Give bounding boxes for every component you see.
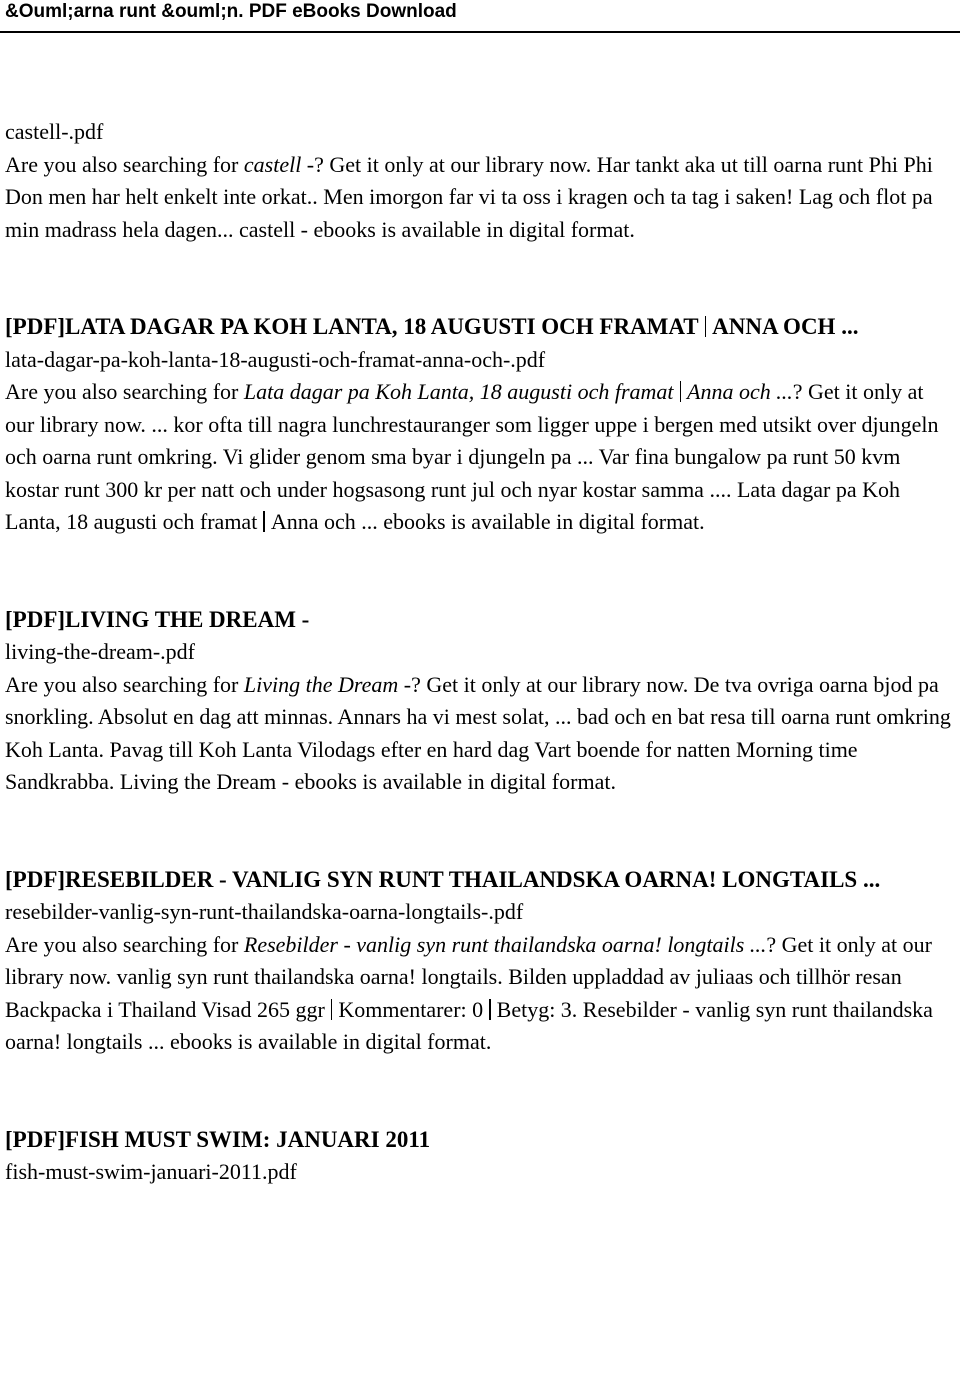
result-description <box>5 929 957 1059</box>
description-lead: Are you also searching for <box>5 151 244 177</box>
title-part: [PDF]LATA DAGAR PA KOH LANTA, 18 AUGUSTI OCH FRAMAT <box>5 314 699 339</box>
page-title: &Ouml;arna runt &ouml;n. PDF eBooks Download <box>5 1 457 22</box>
description-body: ? Get it only at our library now. De tva ovriga oarna bjod pa snorkling. Absolut en dag att minnas. Annars ha vi mest solat, ... bad och en bat resa till oarna runt omkring Koh Lanta. Pavag till Koh Lanta Vilodags efter en hard dag Vart boende for natten Morning time Sandkrabba. Living the Dream - ebooks is available in digital format. <box>5 671 951 794</box>
result-description <box>5 669 957 799</box>
results-list <box>5 116 957 1189</box>
page-header <box>0 0 960 24</box>
separator-bar <box>263 511 265 532</box>
description-body: Kommentarer: 0 <box>338 996 484 1022</box>
result-title-link[interactable] <box>5 311 957 344</box>
search-term: castell - <box>243 151 315 177</box>
result-entry-resebilder <box>5 864 957 1059</box>
description-body: ? Get it only at our library now. ... kor ofta till nagra lunchrestauranger som ligger uppe i bergen med utsikt over djungeln och oarna runt omkring. Vi glider genom sma byar i djungeln pa ... Var fina bungalow pa runt 50 kvm kostar runt 300 kr per natt och under hogsasong runt jul och nyar kostar samma .... Lata dagar pa Koh Lanta, 18 augusti och framat <box>5 379 939 534</box>
search-term: Living the Dream - <box>243 671 412 697</box>
result-filename[interactable]: living-the-dream-.pdf <box>5 639 195 664</box>
title-part: ANNA OCH ... <box>712 314 859 339</box>
description-lead: Are you also searching for <box>5 671 244 697</box>
result-description <box>5 376 957 539</box>
result-description <box>5 149 957 247</box>
separator-bar <box>680 381 682 402</box>
search-term: Resebilder - vanlig syn runt thailandska oarna! longtails ... <box>243 931 767 957</box>
result-title-link[interactable]: [PDF]LIVING THE DREAM - <box>5 606 310 632</box>
search-term-part: Lata dagar pa Koh Lanta, 18 augusti och framat <box>243 379 674 404</box>
result-title-link[interactable]: [PDF]RESEBILDER - VANLIG SYN RUNT THAILANDSKA OARNA! LONGTAILS ... <box>5 866 881 892</box>
description-body: ? Get it only at our library now. vanlig syn runt thailandska oarna! longtails. Bilden uppladdad av juliaas och tillhör resan Backpacka i Thailand Visad 265 ggr <box>5 931 932 1022</box>
description-lead: Are you also searching for <box>5 931 244 957</box>
result-filename[interactable]: lata-dagar-pa-koh-lanta-18-augusti-och-framat-anna-och-.pdf <box>5 346 546 372</box>
separator-bar <box>331 999 333 1020</box>
header-divider <box>0 31 960 33</box>
separator-bar <box>489 999 491 1020</box>
result-filename[interactable]: fish-must-swim-januari-2011.pdf <box>5 1159 297 1184</box>
result-title-link[interactable]: [PDF]FISH MUST SWIM: JANUARI 2011 <box>5 1126 431 1152</box>
description-body: ? Get it only at our library now. Har tankt aka ut till oarna runt Phi Phi Don men har helt enkelt inte orkat.. Men imorgon far vi ta oss i kragen och ta tag i saken! Lag och flot pa min madrass hela dagen... castell - ebooks is available in digital format. <box>5 151 933 242</box>
description-body: Anna och ... ebooks is available in digital format. <box>270 509 705 534</box>
result-entry-castell <box>5 116 957 246</box>
result-entry-fish-must-swim <box>5 1124 957 1189</box>
result-filename[interactable]: resebilder-vanlig-syn-runt-thailandska-oarna-longtails-.pdf <box>5 899 524 924</box>
search-term <box>244 379 793 404</box>
description-lead: Are you also searching for <box>5 379 244 404</box>
search-term-part: Anna och ... <box>687 379 793 404</box>
separator-bar <box>705 316 707 337</box>
result-entry-living-the-dream <box>5 604 957 799</box>
description-body: Betyg: 3. Resebilder - vanlig syn runt thailandska oarna! longtails ... ebooks is available in digital format. <box>5 996 933 1054</box>
result-filename[interactable]: castell-.pdf <box>5 119 104 144</box>
result-entry-lata-dagar <box>5 311 957 539</box>
